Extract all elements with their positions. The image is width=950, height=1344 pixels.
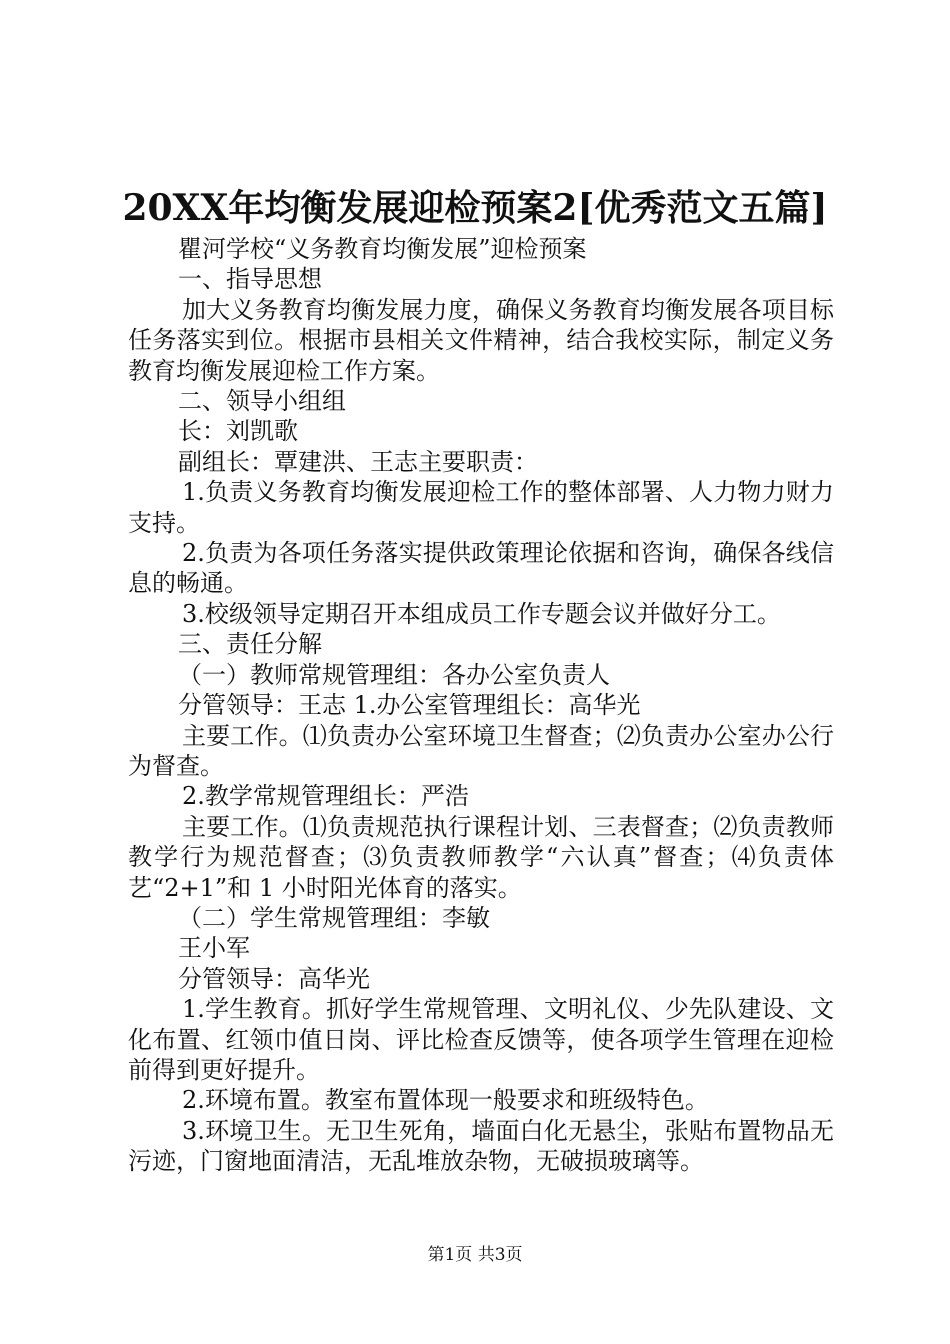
heading-guiding-ideology: 一、指导思想 (178, 265, 322, 294)
paragraph-guiding-ideology: 加大义务教育均衡发展力度，确保义务教育均衡发展各项目标任务落实到位。根据市县相关文件精神，结合我校实际，制定义务教育均衡发展迎检工作方案。 (128, 295, 834, 385)
paragraph-office-main-work: 主要工作。⑴负责办公室环境卫生督查；⑵负责办公室办公行为督查。 (128, 721, 834, 780)
paragraph-student-education: 1.学生教育。抓好学生常规管理、文明礼仪、少先队建设、文化布置、红领巾值日岗、评比检查反馈等，使各项学生管理在迎检前得到更好提升。 (128, 995, 834, 1084)
heading-teacher-management-group: （一）教师常规管理组：各办公室负责人 (178, 660, 610, 689)
paragraph-environment-layout: 2.环境布置。教室布置体现一般要求和班级特色。 (182, 1086, 709, 1115)
paragraph-duty-3: 3.校级领导定期召开本组成员工作专题会议并做好分工。 (182, 599, 781, 628)
paragraph-teacher-supervisor: 分管领导：王志 1.办公室管理组长：高华光 (178, 691, 641, 720)
paragraph-environment-hygiene: 3.环境卫生。无卫生死角，墙面白化无悬尘，张贴布置物品无污迹，门窗地面清洁，无乱堆放杂物，无破损玻璃等。 (128, 1116, 834, 1176)
heading-student-management-group: （二）学生常规管理组：李敏 (178, 903, 490, 932)
paragraph-group-leader: 长：刘凯歌 (178, 417, 298, 446)
paragraph-teaching-group-leader: 2.教学常规管理组长：严浩 (182, 782, 469, 811)
paragraph-student-supervisor: 分管领导：高华光 (178, 964, 370, 993)
document-title: 20XX年均衡发展迎检预案2[优秀范文五篇] (122, 187, 828, 229)
paragraph-teaching-main-work: 主要工作。⑴负责规范执行课程计划、三表督查；⑵负责教师教学行为规范督查；⑶负责教师教学“六认真”督查；⑷负责体艺“2+1”和 1 小时阳光体育的落实。 (128, 812, 834, 902)
heading-responsibility-breakdown: 三、责任分解 (178, 630, 322, 659)
paragraph-duty-2: 2.负责为各项任务落实提供政策理论依据和咨询，确保各线信息的畅通。 (128, 539, 834, 598)
page-number-footer: 第1页 共3页 (427, 1245, 523, 1265)
paragraph-student-group-member: 王小军 (178, 934, 250, 963)
document-body (128, 234, 834, 1177)
heading-leadership-group: 二、领导小组组 (178, 387, 346, 416)
paragraph-deputy-leader: 副组长：覃建洪、王志主要职责： (178, 447, 538, 476)
paragraph-school-plan-title: 瞿河学校“义务教育均衡发展”迎检预案 (178, 235, 587, 263)
paragraph-duty-1: 1.负责义务教育均衡发展迎检工作的整体部署、人力物力财力支持。 (128, 478, 834, 537)
